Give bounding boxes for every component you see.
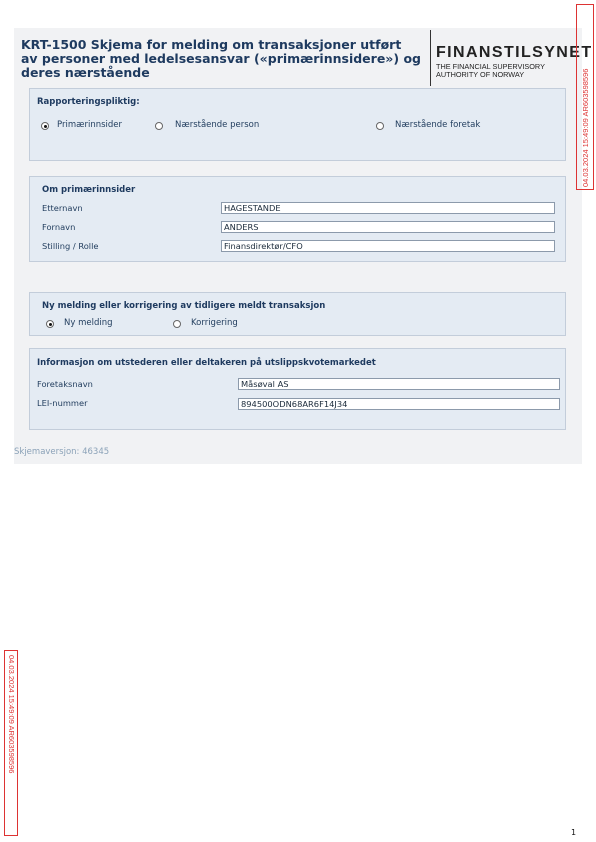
issuer-section bbox=[29, 348, 566, 430]
form-version: Skjemaversjon: 46345 bbox=[14, 447, 110, 457]
logo-subtitle bbox=[436, 63, 545, 79]
issuer-title: Informasjon om utstederen eller deltakeren på utslippskvotemarkedet bbox=[37, 358, 376, 368]
surname-field[interactable]: HAGESTANDE bbox=[221, 202, 555, 214]
logo-subtitle-line2: AUTHORITY OF NORWAY bbox=[436, 70, 525, 79]
page-number: 1 bbox=[571, 828, 577, 837]
timestamp-stamp-left bbox=[4, 650, 18, 836]
firstname-label: Fornavn bbox=[42, 222, 76, 232]
radio-korrigering[interactable] bbox=[173, 320, 181, 328]
insider-title: Om primærinnsider bbox=[42, 185, 136, 195]
role-field[interactable]: Finansdirektør/CFO bbox=[221, 240, 555, 252]
reporting-title: Rapporteringspliktig: bbox=[37, 97, 140, 107]
reporting-section bbox=[29, 88, 566, 161]
radio-naerstaaende-person[interactable] bbox=[155, 122, 163, 130]
company-name-label: Foretaksnavn bbox=[37, 379, 93, 389]
radio-label-primaerinnsider: Primærinnsider bbox=[57, 120, 122, 130]
firstname-field[interactable]: ANDERS bbox=[221, 221, 555, 233]
stamp-text-left: 04.03.2024 15:49:09 AR6035985​96 bbox=[7, 655, 16, 774]
surname-label: Etternavn bbox=[42, 203, 83, 213]
radio-ny-melding[interactable] bbox=[46, 320, 54, 328]
radio-label-naerstaaende-foretak: Nærstående foretak bbox=[395, 120, 481, 130]
lei-field[interactable]: 894500ODN68AR6F14J34 bbox=[238, 398, 560, 410]
radio-label-korrigering: Korrigering bbox=[191, 318, 238, 328]
radio-primaerinnsider[interactable] bbox=[41, 122, 49, 130]
insider-section bbox=[29, 176, 566, 262]
company-name-field[interactable]: Måsøval AS bbox=[238, 378, 560, 390]
timestamp-stamp-right bbox=[576, 4, 594, 190]
radio-naerstaaende-foretak[interactable] bbox=[376, 122, 384, 130]
radio-label-ny-melding: Ny melding bbox=[64, 318, 113, 328]
lei-label: LEI-nummer bbox=[37, 398, 88, 408]
role-label: Stilling / Rolle bbox=[42, 241, 99, 251]
radio-label-naerstaaende-person: Nærstående person bbox=[175, 120, 260, 130]
form-title: KRT-1500 Skjema for melding om transaksjoner utført av personer med ledelsesansvar («primærinnsidere») og deres nærstående bbox=[21, 37, 421, 80]
logo-subtitle-line1: THE FINANCIAL SUPERVISORY bbox=[436, 62, 545, 71]
finanstilsynet-logo: FINANSTILSYNET bbox=[436, 44, 593, 61]
logo-divider bbox=[430, 30, 431, 86]
message-section bbox=[29, 292, 566, 336]
stamp-text-right: 04.03.2024 15:49:09 AR6035985​96 bbox=[581, 68, 590, 187]
message-title: Ny melding eller korrigering av tidligere meldt transaksjon bbox=[42, 301, 326, 311]
